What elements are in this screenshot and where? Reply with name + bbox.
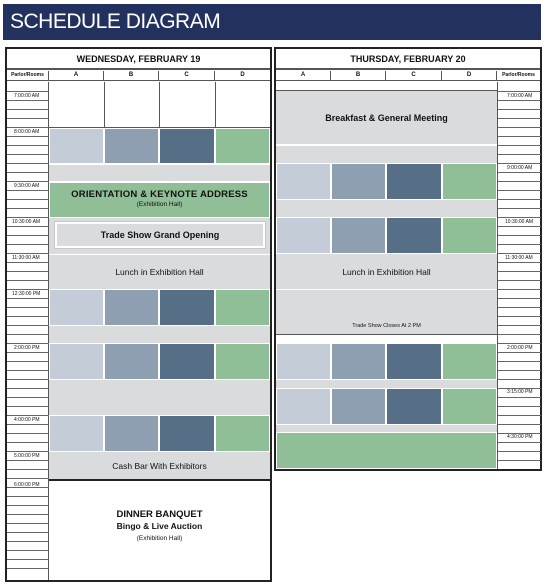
time-grid-line xyxy=(7,91,49,92)
wednesday-room-d-block[interactable] xyxy=(215,128,270,164)
time-grid-line xyxy=(7,127,49,128)
thursday-lunch-block[interactable] xyxy=(276,254,497,289)
time-grid-line xyxy=(7,397,49,398)
time-grid-line xyxy=(7,154,49,155)
time-grid-line xyxy=(7,208,49,209)
dinner-banquet-title: DINNER BANQUET xyxy=(116,509,203,520)
thursday-time-label: 9:00:00 AM xyxy=(507,165,533,171)
thursday-room-b-block[interactable] xyxy=(331,343,386,380)
wednesday-time-label: 5:00:00 PM xyxy=(14,453,40,459)
time-grid-line xyxy=(7,109,49,110)
wednesday-col-d: D xyxy=(240,72,245,78)
breakfast-general-meeting-block[interactable] xyxy=(276,91,497,146)
time-grid-line xyxy=(7,199,49,200)
time-grid-line xyxy=(498,136,541,137)
thursday-time-label: 10:30:00 AM xyxy=(505,219,534,225)
time-grid-line xyxy=(7,424,49,425)
thursday-room-b-block[interactable] xyxy=(331,388,386,425)
time-grid-line xyxy=(7,379,49,380)
breakfast-label: Breakfast & General Meeting xyxy=(325,112,448,123)
wednesday-col-c: C xyxy=(159,71,215,80)
dinner-banquet-location: (Exhibition Hall) xyxy=(136,535,183,542)
time-grid-line xyxy=(498,343,541,344)
time-grid-line xyxy=(7,550,49,551)
time-grid-line xyxy=(7,271,49,272)
wednesday-room-b-block[interactable] xyxy=(104,343,159,380)
wednesday-time-label: 2:00:00 PM xyxy=(14,345,40,351)
thursday-heading: THURSDAY, FEBRUARY 20 xyxy=(276,49,540,69)
time-grid-line xyxy=(498,226,541,227)
thursday-gap xyxy=(276,334,497,343)
wednesday-heading: WEDNESDAY, FEBRUARY 19 xyxy=(7,49,270,69)
time-grid-line xyxy=(7,181,49,182)
time-grid-line xyxy=(7,388,49,389)
time-grid-line xyxy=(7,235,49,236)
trade-show-grand-opening-label: Trade Show Grand Opening xyxy=(100,230,220,240)
thursday-break-band xyxy=(276,146,497,163)
time-grid-line xyxy=(498,361,541,362)
wednesday-col-b: B xyxy=(104,71,159,80)
wednesday-time-label: 7:00:00 AM xyxy=(14,93,40,99)
time-grid-line xyxy=(7,334,49,335)
cash-bar-label: Cash Bar With Exhibitors xyxy=(112,460,207,471)
thursday-room-c-block[interactable] xyxy=(386,343,442,380)
time-grid-line xyxy=(7,289,49,290)
thursday-room-c-block[interactable] xyxy=(386,388,442,425)
time-grid-line xyxy=(7,496,49,497)
time-grid-line xyxy=(7,451,49,452)
time-grid-line xyxy=(498,352,541,353)
time-grid-line xyxy=(498,415,541,416)
thursday-empty-slot xyxy=(276,82,497,91)
thursday-time-label: 2:00:00 PM xyxy=(507,345,533,351)
time-grid-line xyxy=(7,532,49,533)
time-grid-line xyxy=(7,505,49,506)
time-grid-line xyxy=(7,190,49,191)
time-grid-line xyxy=(498,100,541,101)
wednesday-time-label: 12:30:00 PM xyxy=(12,291,41,297)
time-grid-line xyxy=(7,217,49,218)
thursday-room-b-block[interactable] xyxy=(331,217,386,254)
time-grid-line xyxy=(498,181,541,182)
wednesday-room-d-block[interactable] xyxy=(215,343,270,380)
time-grid-line xyxy=(7,568,49,569)
thursday-room-a-block[interactable] xyxy=(276,163,331,200)
time-grid-line xyxy=(498,190,541,191)
wednesday-rooms-label: Parlor/Rooms xyxy=(7,71,49,80)
thursday-time-column xyxy=(497,82,540,469)
time-grid-line xyxy=(7,244,49,245)
thursday-room-b-block[interactable] xyxy=(331,163,386,200)
thursday-break-band xyxy=(276,425,497,432)
time-grid-line xyxy=(498,334,541,335)
time-grid-line xyxy=(498,145,541,146)
wednesday-room-c-block[interactable] xyxy=(159,415,215,452)
wednesday-time-column xyxy=(7,82,49,580)
time-grid-line xyxy=(7,406,49,407)
time-grid-line xyxy=(498,316,541,317)
time-grid-line xyxy=(498,298,541,299)
time-grid-line xyxy=(7,316,49,317)
thursday-time-label: 3:15:00 PM xyxy=(507,389,533,395)
time-grid-line xyxy=(7,541,49,542)
time-grid-line xyxy=(7,523,49,524)
time-grid-line xyxy=(7,253,49,254)
thursday-room-d-block[interactable] xyxy=(442,163,497,200)
time-grid-line xyxy=(7,361,49,362)
time-grid-line xyxy=(498,172,541,173)
thursday-col-a: A xyxy=(276,71,331,80)
thursday-evening-block[interactable] xyxy=(276,432,497,469)
time-grid-line xyxy=(498,208,541,209)
time-grid-line xyxy=(498,244,541,245)
time-grid-line xyxy=(498,109,541,110)
orientation-keynote-block[interactable] xyxy=(49,182,270,218)
time-grid-line xyxy=(7,100,49,101)
time-grid-line xyxy=(498,271,541,272)
time-grid-line xyxy=(498,253,541,254)
time-grid-line xyxy=(7,343,49,344)
time-grid-line xyxy=(498,460,541,461)
wednesday-room-b-block[interactable] xyxy=(104,128,159,164)
wednesday-room-a-block[interactable] xyxy=(49,343,104,380)
wednesday-col-a: A xyxy=(49,71,104,80)
wednesday-lunch-label: Lunch in Exhibition Hall xyxy=(115,267,204,277)
time-grid-line xyxy=(498,118,541,119)
time-grid-line xyxy=(498,91,541,92)
time-grid-line xyxy=(498,424,541,425)
thursday-room-d-block[interactable] xyxy=(442,388,497,425)
wednesday-lunch-block[interactable] xyxy=(49,254,270,289)
wednesday-room-d-block[interactable] xyxy=(215,415,270,452)
thursday-rooms-label: Parlor/Rooms xyxy=(502,72,535,78)
time-grid-line xyxy=(498,199,541,200)
thursday-col-d: D xyxy=(442,71,497,80)
time-grid-line xyxy=(7,226,49,227)
orientation-location: (Exhibition Hall) xyxy=(136,201,183,208)
trade-show-grand-opening-box[interactable] xyxy=(55,222,265,248)
thursday-room-d-block[interactable] xyxy=(442,217,497,254)
wednesday-room-d-block[interactable] xyxy=(215,289,270,326)
time-grid-line xyxy=(498,325,541,326)
thursday-room-a-block[interactable] xyxy=(276,217,331,254)
time-grid-line xyxy=(7,145,49,146)
time-grid-line xyxy=(7,280,49,281)
time-grid-line xyxy=(498,289,541,290)
wednesday-room-b-block[interactable] xyxy=(104,289,159,326)
time-grid-line xyxy=(498,217,541,218)
time-grid-line xyxy=(7,370,49,371)
time-grid-line xyxy=(7,262,49,263)
wednesday-time-label: 11:30:00 AM xyxy=(12,255,40,261)
wednesday-time-label: 8:00:00 AM xyxy=(14,129,40,135)
thursday-break-band xyxy=(276,380,497,388)
orientation-title: ORIENTATION & KEYNOTE ADDRESS xyxy=(71,189,248,200)
thursday-time-label: 4:30:00 PM xyxy=(507,434,533,440)
time-grid-line xyxy=(498,442,541,443)
thursday-room-a-block[interactable] xyxy=(276,388,331,425)
wednesday-break-band xyxy=(49,380,270,415)
time-grid-line xyxy=(7,352,49,353)
wednesday-room-c-block[interactable] xyxy=(159,128,215,164)
wednesday-room-a-block[interactable] xyxy=(49,128,104,164)
thursday-room-c-block[interactable] xyxy=(386,163,442,200)
wednesday-break-band xyxy=(49,326,270,343)
time-grid-line xyxy=(7,118,49,119)
time-grid-line xyxy=(7,514,49,515)
time-grid-line xyxy=(7,478,49,479)
time-grid-line xyxy=(498,163,541,164)
thursday-col-c: C xyxy=(386,71,442,80)
time-grid-line xyxy=(498,406,541,407)
thursday-time-label: 11:30:00 AM xyxy=(505,255,533,261)
time-grid-line xyxy=(498,451,541,452)
thursday-room-a-block[interactable] xyxy=(276,343,331,380)
time-grid-line xyxy=(498,379,541,380)
thursday-break-band xyxy=(276,200,497,217)
thursday-room-c-block[interactable] xyxy=(386,217,442,254)
time-grid-line xyxy=(7,307,49,308)
time-grid-line xyxy=(7,325,49,326)
time-grid-line xyxy=(498,127,541,128)
wednesday-room-c-block[interactable] xyxy=(159,289,215,326)
wednesday-room-b-block[interactable] xyxy=(104,415,159,452)
time-grid-line xyxy=(7,433,49,434)
wednesday-time-label: 4:00:00 PM xyxy=(14,417,40,423)
thursday-col-b: B xyxy=(331,71,386,80)
time-grid-line xyxy=(7,298,49,299)
wednesday-room-a-block[interactable] xyxy=(49,415,104,452)
wednesday-time-label: 10:30:00 AM xyxy=(12,219,41,225)
time-grid-line xyxy=(498,280,541,281)
dinner-banquet-subtitle: Bingo & Live Auction xyxy=(116,521,203,531)
thursday-room-d-block[interactable] xyxy=(442,343,497,380)
wednesday-time-label: 6:00:00 PM xyxy=(14,482,40,488)
wednesday-time-label: 9:30:00 AM xyxy=(14,183,40,189)
time-grid-line xyxy=(7,442,49,443)
time-grid-line xyxy=(7,136,49,137)
time-grid-line xyxy=(7,415,49,416)
time-grid-line xyxy=(7,172,49,173)
time-grid-line xyxy=(498,235,541,236)
time-grid-line xyxy=(498,370,541,371)
page-title: SCHEDULE DIAGRAM xyxy=(3,4,541,40)
thursday-lunch-label: Lunch in Exhibition Hall xyxy=(342,266,431,277)
trade-show-closes-label: Trade Show Closes At 2 PM xyxy=(352,323,421,329)
time-grid-line xyxy=(7,559,49,560)
wednesday-empty-slot xyxy=(49,82,270,128)
time-grid-line xyxy=(498,397,541,398)
time-grid-line xyxy=(7,469,49,470)
time-grid-line xyxy=(498,307,541,308)
time-grid-line xyxy=(498,262,541,263)
wednesday-break-band xyxy=(49,164,270,182)
wednesday-room-a-block[interactable] xyxy=(49,289,104,326)
time-grid-line xyxy=(7,460,49,461)
time-grid-line xyxy=(498,154,541,155)
wednesday-room-c-block[interactable] xyxy=(159,343,215,380)
time-grid-line xyxy=(7,163,49,164)
cash-bar-block[interactable] xyxy=(49,452,270,479)
thursday-time-label: 7:00:00 AM xyxy=(507,93,533,99)
